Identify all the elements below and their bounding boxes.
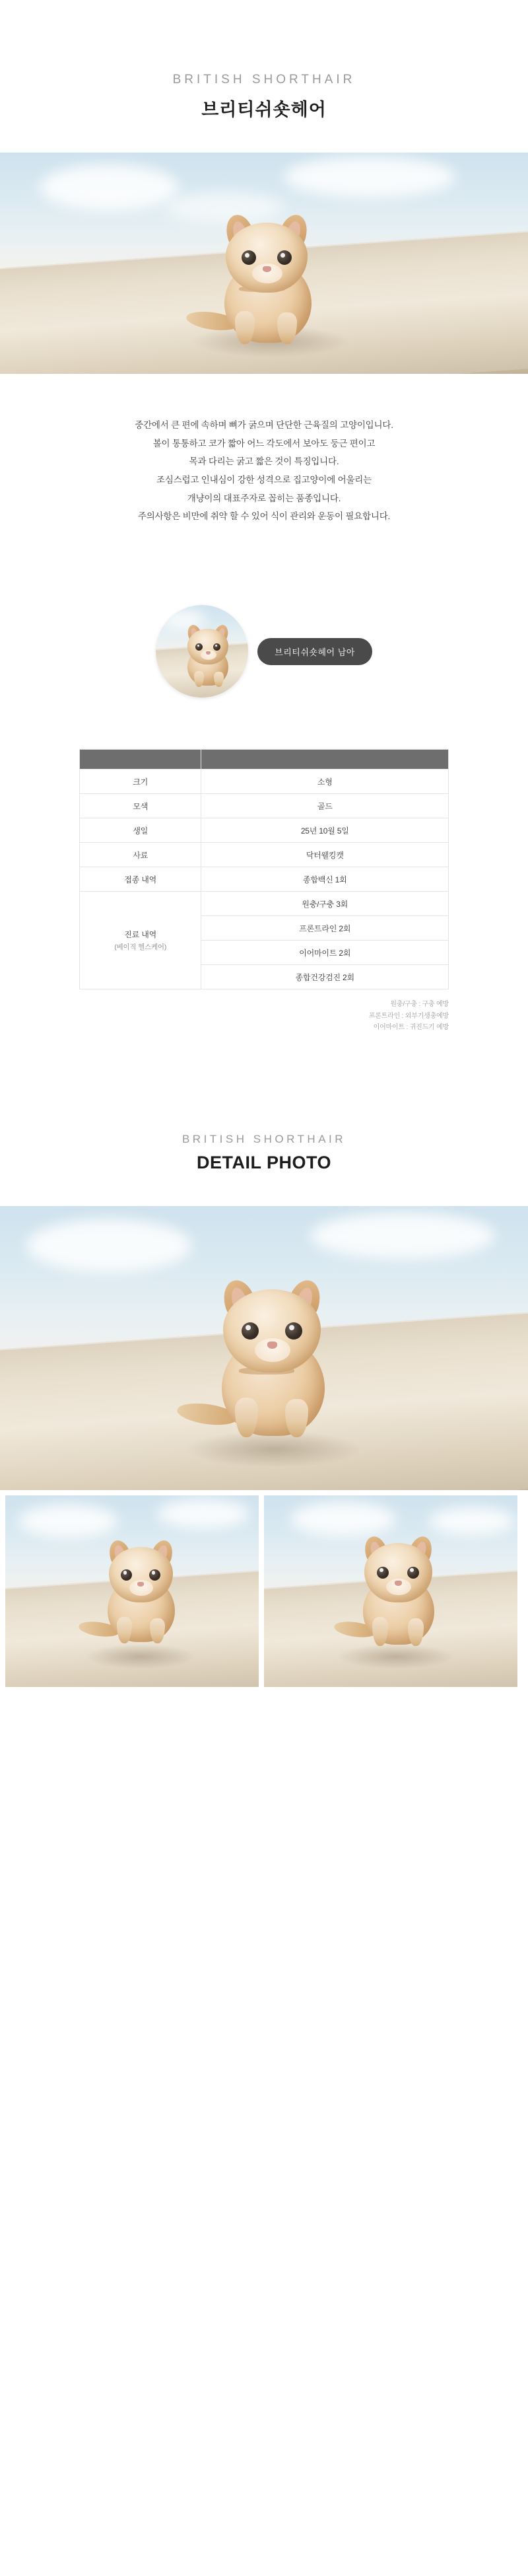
detail-title: DETAIL PHOTO [196, 1152, 332, 1172]
kitten-eye-left [195, 643, 203, 651]
row-value: 프론트라인 2회 [201, 916, 449, 941]
row-label: 접종 내역 [80, 867, 201, 892]
hero-scene [0, 153, 528, 374]
description-line: 목과 다리는 굵고 짧은 것이 특징입니다. [189, 456, 339, 467]
detail-photo-header [0, 1133, 528, 1173]
header-eyebrow: BRITISH SHORTHAIR [172, 73, 356, 87]
detail-photo-thumb [264, 1495, 517, 1687]
detail-photo-grid [0, 1495, 528, 1692]
table-note: 원충/구충 : 구충 예방 [390, 1001, 449, 1009]
row-value: 이어마이트 2회 [201, 941, 449, 965]
description-line: 개냥이의 대표주자로 꼽히는 품종입니다. [187, 493, 341, 503]
kitten-eye-left [121, 1569, 132, 1581]
kitten-illustration [342, 1535, 454, 1649]
table-row [80, 892, 449, 916]
row-label-care [80, 892, 201, 989]
kitten-head [187, 629, 228, 664]
kitten-leg [408, 1618, 424, 1646]
table-notes [79, 999, 449, 1034]
care-label: 진료 내역 [124, 930, 157, 940]
description-line: 조심스럽고 인내심이 강한 성격으로 집고양이에 어울리는 [156, 475, 372, 485]
kitten-eye-left [377, 1567, 389, 1579]
description-line: 볼이 통통하고 코가 짧아 어느 각도에서 보아도 둥근 편이고 [152, 438, 376, 448]
table-header-left [80, 750, 201, 769]
kitten-illustration [178, 624, 238, 684]
spec-table [79, 749, 449, 989]
table-row [80, 843, 449, 867]
page-header [0, 73, 528, 121]
cloud-shape [40, 164, 178, 211]
kitten-head [364, 1543, 432, 1602]
kitten-eye-right [277, 250, 292, 265]
kitten-leg [285, 1399, 308, 1437]
kitten-eye-right [213, 643, 220, 651]
kitten-illustration [88, 1539, 193, 1648]
kitten-head [223, 1289, 321, 1373]
kitten-leg [150, 1618, 165, 1643]
care-sublabel: (베이직 헬스케어) [114, 943, 167, 952]
detail-photo-large [0, 1206, 528, 1490]
table-row [80, 818, 449, 843]
table-row [80, 769, 449, 794]
kitten-illustration [191, 1279, 356, 1444]
kitten-head [109, 1547, 173, 1602]
avatar [156, 605, 248, 698]
row-value: 닥터웰킹캣 [201, 843, 449, 867]
row-value: 종합건강검진 2회 [201, 965, 449, 989]
cloud-shape [18, 1505, 117, 1538]
table-header-row [80, 750, 449, 769]
row-value: 소형 [201, 769, 449, 794]
kitten-eye-right [407, 1567, 419, 1579]
kitten-eye-left [242, 1322, 259, 1340]
kitten-nose [263, 266, 271, 272]
table-note: 이어마이트 : 귀진드기 예방 [373, 1024, 449, 1032]
page-title: 브리티쉬숏헤어 [201, 100, 327, 120]
top-spacer [0, 0, 528, 73]
breed-description [0, 416, 528, 526]
table-note: 프론트라인 : 외부기생충예방 [368, 1012, 449, 1020]
kitten-head [226, 223, 308, 293]
row-label: 생일 [80, 818, 201, 843]
kitten-eye-left [242, 250, 256, 265]
row-value: 원충/구충 3회 [201, 892, 449, 916]
row-value: 골드 [201, 794, 449, 818]
row-label: 사료 [80, 843, 201, 867]
detail-photo-thumb [5, 1495, 259, 1687]
kitten-eye-right [285, 1322, 302, 1340]
row-label: 모색 [80, 794, 201, 818]
bottom-spacer [0, 1692, 528, 1719]
kitten-nose [395, 1581, 402, 1586]
detail-eyebrow: BRITISH SHORTHAIR [182, 1132, 346, 1145]
cloud-shape [157, 1499, 249, 1528]
cloud-shape [429, 1507, 515, 1535]
table-row [80, 794, 449, 818]
row-value: 종합백신 1회 [201, 867, 449, 892]
cloud-shape [26, 1219, 191, 1272]
cloud-shape [310, 1213, 495, 1259]
kitten-eye-right [149, 1569, 160, 1581]
status-badge: 브리티쉬숏헤어 남아 [257, 638, 372, 665]
hero-photo [0, 153, 528, 374]
row-label: 크기 [80, 769, 201, 794]
cloud-shape [284, 157, 455, 197]
kitten-illustration [198, 213, 340, 345]
kitten-leg [277, 312, 297, 344]
kitten-nose [267, 1342, 277, 1349]
row-value: 25년 10월 5일 [201, 818, 449, 843]
cloud-shape [290, 1502, 396, 1536]
profile-row [0, 605, 528, 698]
table-row [80, 867, 449, 892]
description-line: 주의사항은 비만에 취약 할 수 있어 식이 관리와 운동이 필요합니다. [137, 511, 391, 522]
description-line: 중간에서 큰 편에 속하며 뼈가 굵으며 단단한 근육질의 고양이입니다. [135, 420, 393, 430]
table-header-right [201, 750, 449, 769]
kitten-nose [137, 1582, 144, 1587]
